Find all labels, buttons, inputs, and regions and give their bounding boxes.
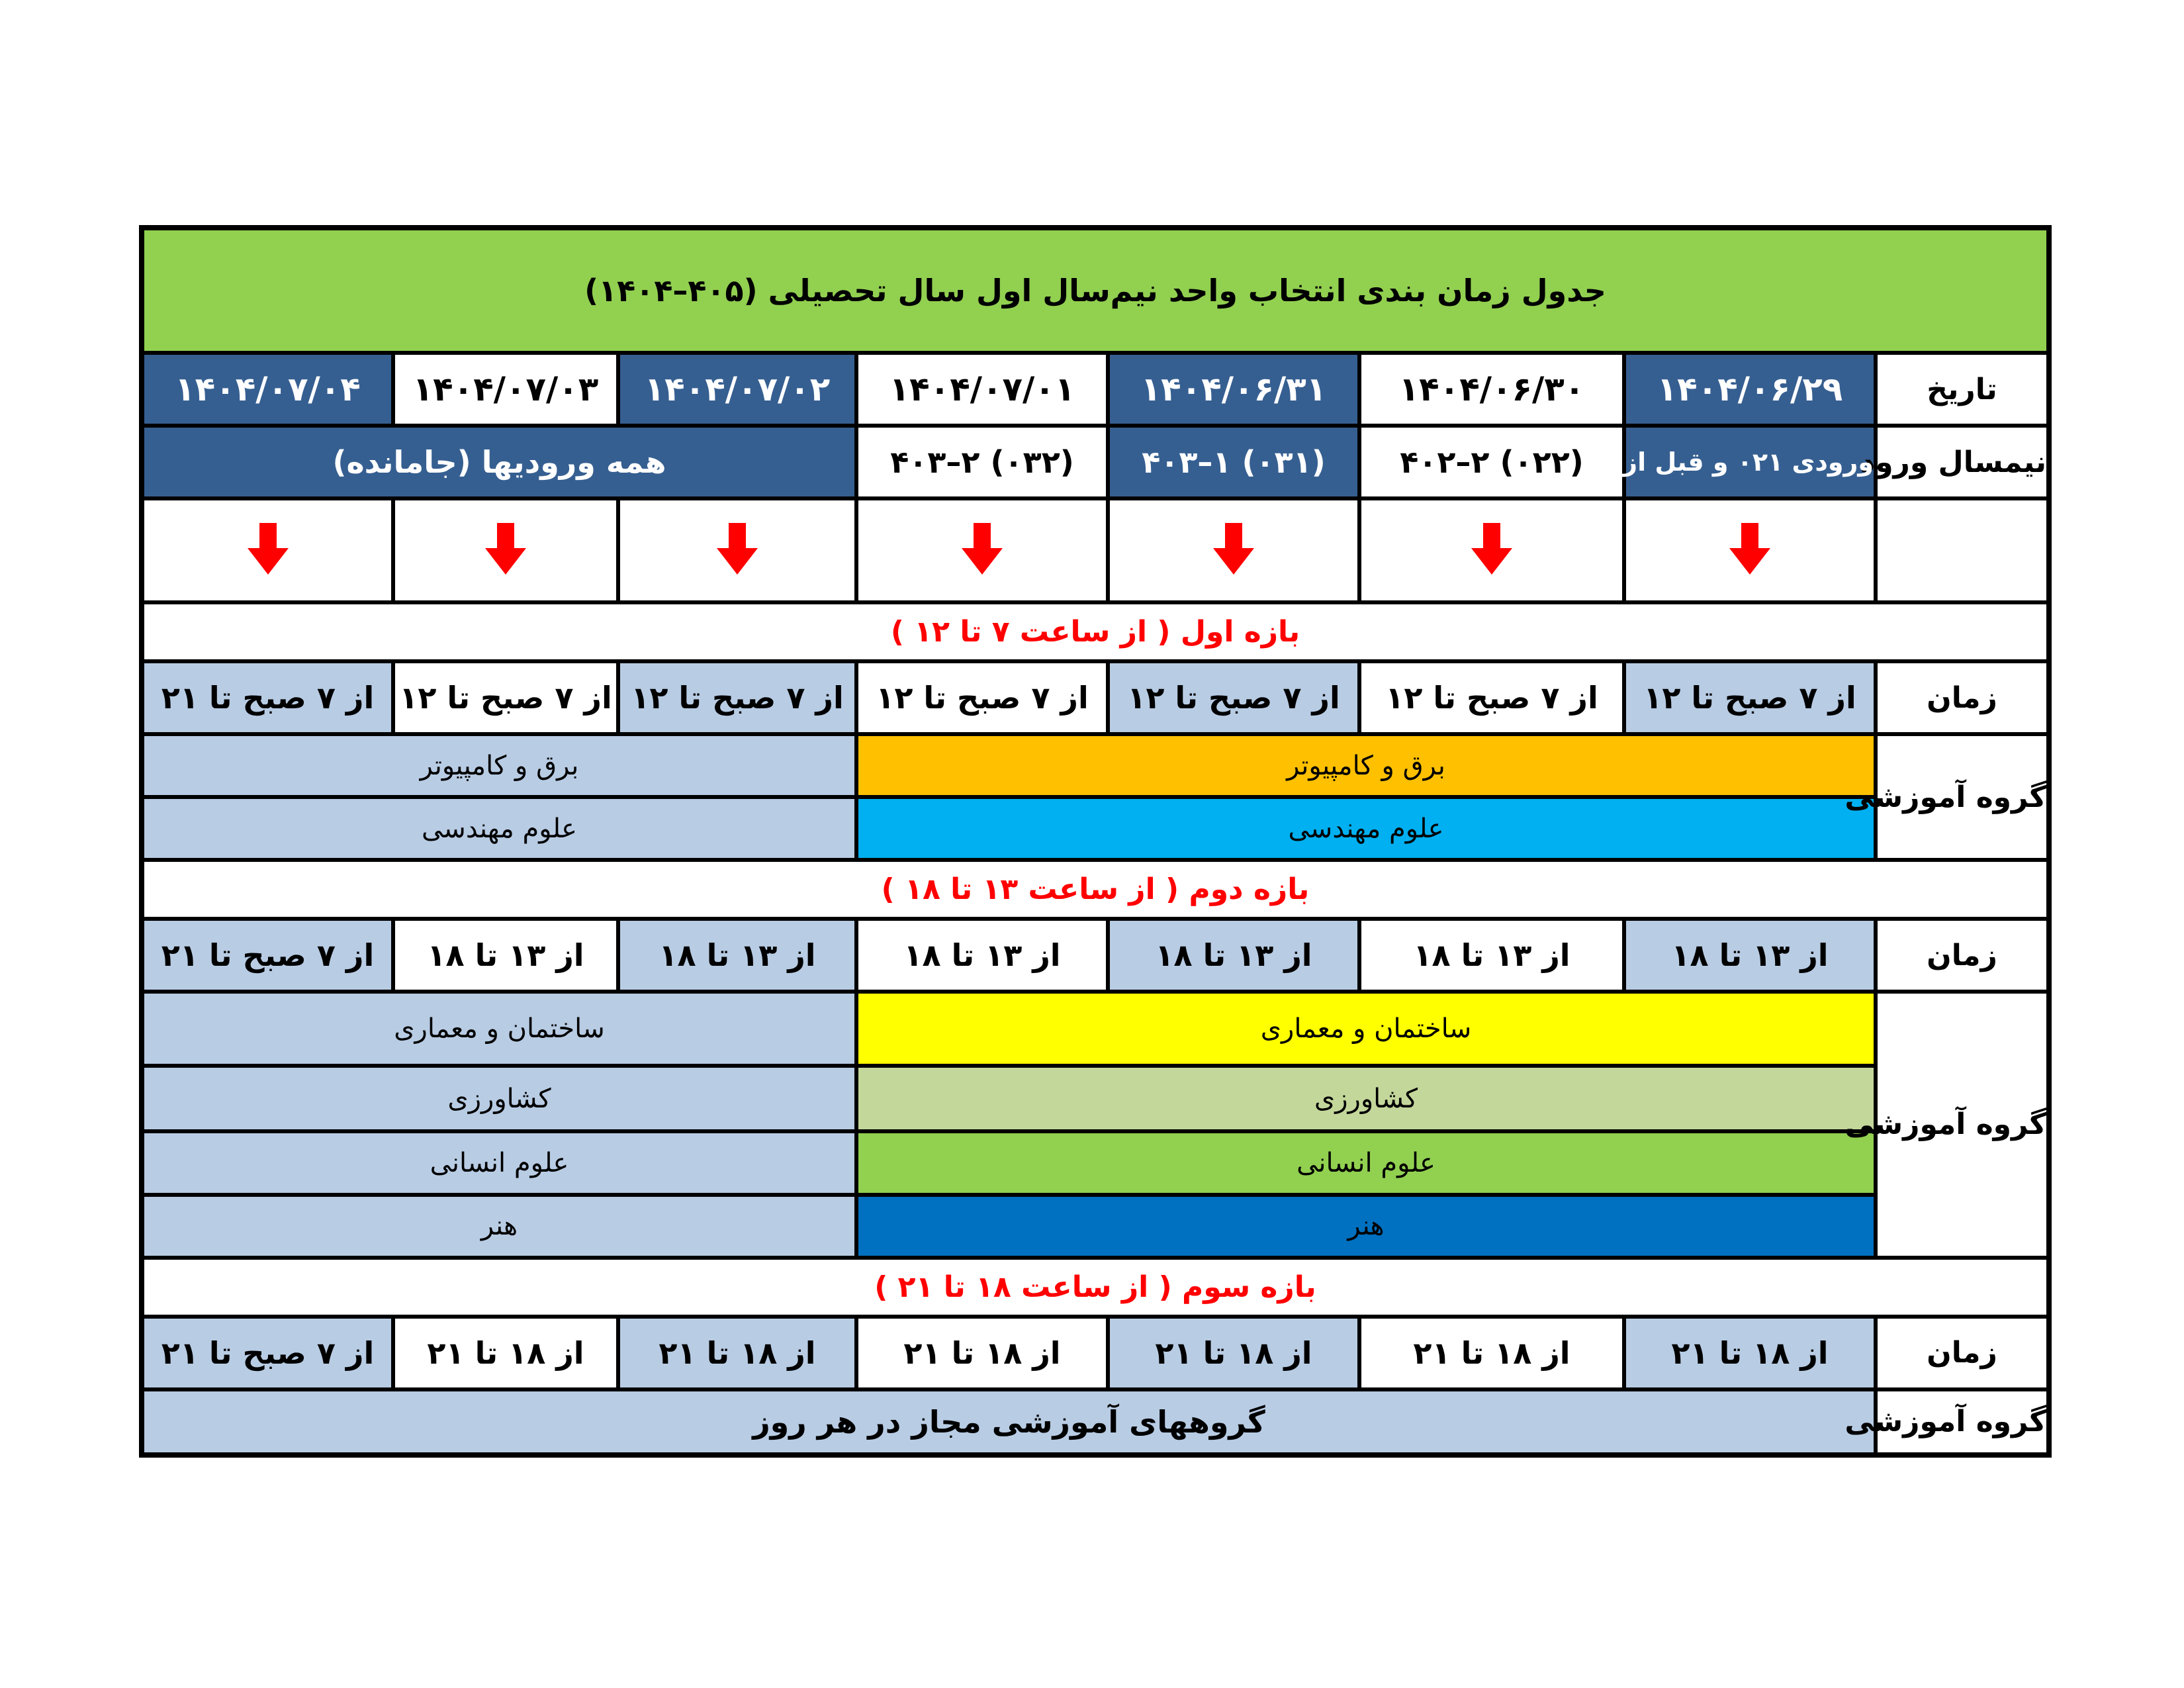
down-arrow-icon <box>959 523 1005 576</box>
arrow-cell <box>1624 498 1876 602</box>
time-cell: از ۱۸ تا ۲۱ <box>393 1317 618 1389</box>
date-cell: ۱۴۰۴/۰۷/۰۴ <box>142 353 393 426</box>
group-label: گروه آموزشی <box>1876 992 2049 1258</box>
group-electrical-late: برق و کامپیوتر <box>142 734 856 797</box>
down-arrow-icon <box>245 523 291 576</box>
time-cell: از ۱۳ تا ۱۸ <box>618 919 856 992</box>
entry-cell: (۰۳۲) ۲–۴۰۳ <box>856 426 1108 498</box>
down-arrow-icon <box>1469 523 1515 576</box>
entry-cell: ورودی ۰۲۱ و قبل از آن <box>1624 426 1876 498</box>
entry-cell: (۰۳۱) ۱–۴۰۳ <box>1108 426 1359 498</box>
date-label: تاریخ <box>1876 353 2049 426</box>
time-cell: از ۱۸ تا ۲۱ <box>1108 1317 1359 1389</box>
date-cell: ۱۴۰۴/۰۷/۰۲ <box>618 353 856 426</box>
time-cell: از ۱۳ تا ۱۸ <box>856 919 1108 992</box>
time-cell: از ۷ صبح تا ۲۱ <box>142 1317 393 1389</box>
time-cell: از ۷ صبح تا ۱۲ <box>618 661 856 734</box>
down-arrow-icon <box>714 523 760 576</box>
allowed-groups-note: گروههای آموزشی مجاز در هر روز <box>142 1389 1876 1455</box>
time-cell: از ۷ صبح تا ۱۲ <box>1359 661 1624 734</box>
date-cell: ۱۴۰۴/۰۶/۳۱ <box>1108 353 1359 426</box>
selection-schedule-table <box>139 225 2052 1458</box>
group-engineering-late: علوم مهندسی <box>142 797 856 860</box>
time-cell: از ۷ صبح تا ۱۲ <box>1624 661 1876 734</box>
arrow-cell <box>1108 498 1359 602</box>
date-cell: ۱۴۰۴/۰۶/۲۹ <box>1624 353 1876 426</box>
range-third-heading: بازه سوم ( از ساعت ۱۸ تا ۲۱ ) <box>142 1258 2049 1317</box>
time-cell: از ۷ صبح تا ۲۱ <box>142 919 393 992</box>
arrow-cell <box>142 498 393 602</box>
range-first-heading: بازه اول ( از ساعت ۷ تا ۱۲ ) <box>142 602 2049 661</box>
time-cell: از ۷ صبح تا ۱۲ <box>393 661 618 734</box>
time-cell: از ۱۸ تا ۲۱ <box>1359 1317 1624 1389</box>
group-agriculture-late: کشاورزی <box>142 1066 856 1131</box>
group-humanities-late: علوم انسانی <box>142 1131 856 1194</box>
time-cell: از ۱۳ تا ۱۸ <box>1624 919 1876 992</box>
group-civil-late: ساختمان و معماری <box>142 992 856 1066</box>
time-cell: از ۱۸ تا ۲۱ <box>856 1317 1108 1389</box>
group-electrical-main: برق و کامپیوتر <box>856 734 1876 797</box>
date-cell: ۱۴۰۴/۰۷/۰۳ <box>393 353 618 426</box>
date-cell: ۱۴۰۴/۰۷/۰۱ <box>856 353 1108 426</box>
group-civil-main: ساختمان و معماری <box>856 992 1876 1066</box>
arrow-cell <box>1359 498 1624 602</box>
time-label: زمان <box>1876 661 2049 734</box>
time-cell: از ۱۳ تا ۱۸ <box>1359 919 1624 992</box>
group-humanities-main: علوم انسانی <box>856 1131 1876 1194</box>
time-cell: از ۱۳ تا ۱۸ <box>393 919 618 992</box>
group-engineering-main: علوم مهندسی <box>856 797 1876 860</box>
time-label: زمان <box>1876 919 2049 992</box>
time-cell: از ۷ صبح تا ۱۲ <box>856 661 1108 734</box>
entry-cell-all: همه ورودیها (جامانده) <box>142 426 856 498</box>
date-cell: ۱۴۰۴/۰۶/۳۰ <box>1359 353 1624 426</box>
time-label: زمان <box>1876 1317 2049 1389</box>
down-arrow-icon <box>1210 523 1257 576</box>
group-label: گروه آموزشی <box>1876 1389 2049 1455</box>
range-second-heading: بازه دوم ( از ساعت ۱۳ تا ۱۸ ) <box>142 860 2049 919</box>
entry-cell: (۰۲۲) ۲–۴۰۲ <box>1359 426 1624 498</box>
time-cell: از ۷ صبح تا ۱۲ <box>1108 661 1359 734</box>
group-art-late: هنر <box>142 1195 856 1258</box>
group-agriculture-main: کشاورزی <box>856 1066 1876 1131</box>
group-label: گروه آموزشی <box>1876 734 2049 860</box>
arrow-row-label <box>1876 498 2049 602</box>
entry-label: نیمسال ورود <box>1876 426 2049 498</box>
down-arrow-icon <box>482 523 529 576</box>
arrow-cell <box>856 498 1108 602</box>
arrow-cell <box>393 498 618 602</box>
arrow-cell <box>618 498 856 602</box>
time-cell: از ۱۳ تا ۱۸ <box>1108 919 1359 992</box>
table-title: جدول زمان بندی انتخاب واحد نیم‌سال اول سال تحصیلی (۴۰۵–۱۴۰۴) <box>142 228 2049 353</box>
group-art-main: هنر <box>856 1195 1876 1258</box>
down-arrow-icon <box>1727 523 1773 576</box>
time-cell: از ۱۸ تا ۲۱ <box>618 1317 856 1389</box>
time-cell: از ۷ صبح تا ۲۱ <box>142 661 393 734</box>
time-cell: از ۱۸ تا ۲۱ <box>1624 1317 1876 1389</box>
